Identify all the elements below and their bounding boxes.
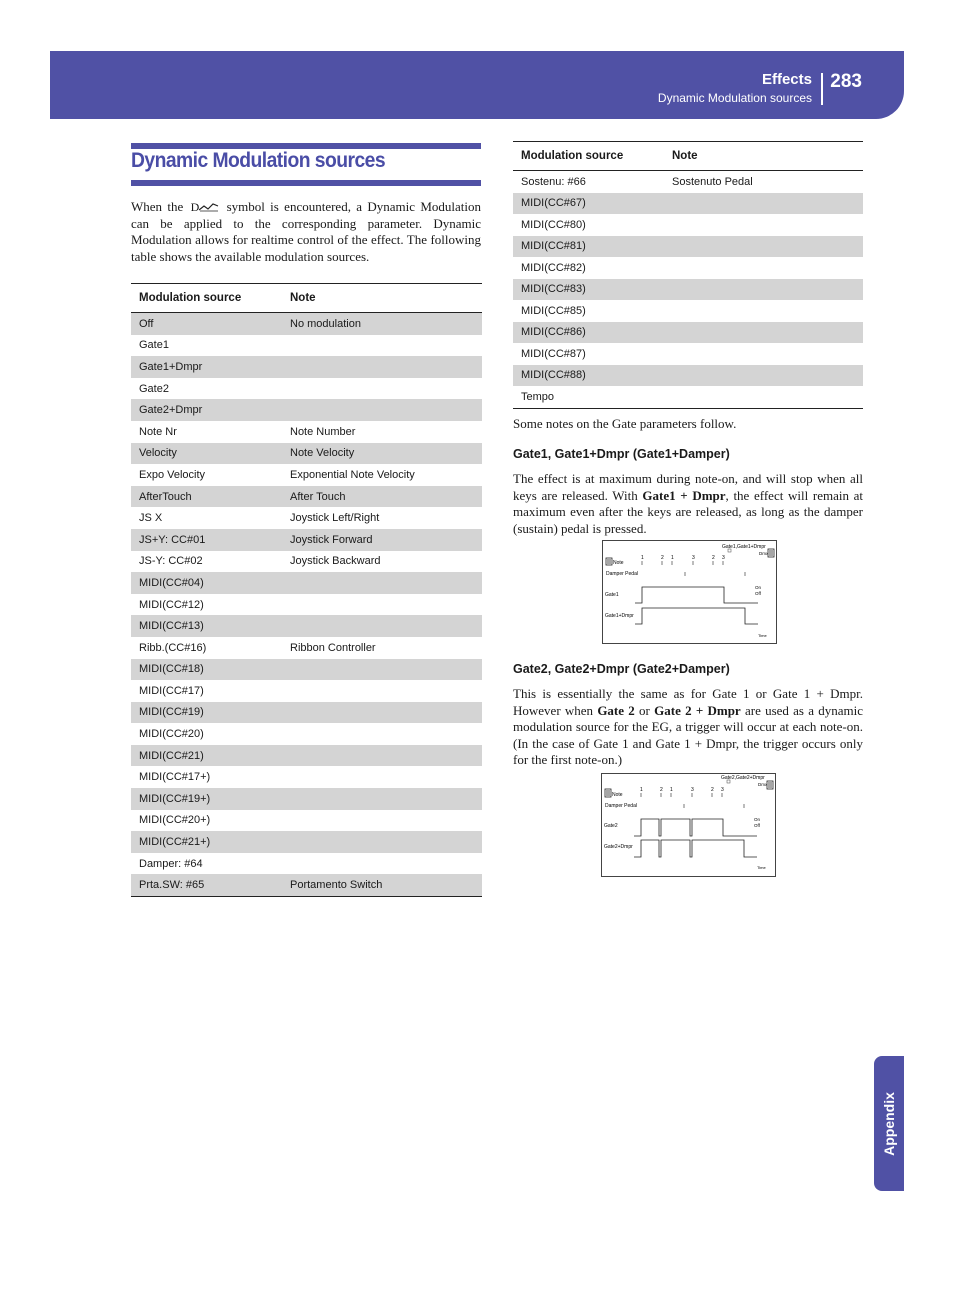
svg-text:1: 1 xyxy=(671,555,674,561)
note-cell xyxy=(664,214,863,236)
note-cell xyxy=(282,378,482,400)
table-row xyxy=(131,831,482,853)
table-row xyxy=(513,214,863,236)
source-cell: Note Nr xyxy=(139,425,177,438)
svg-text:2: 2 xyxy=(712,555,715,561)
source-cell: MIDI(CC#86) xyxy=(513,322,664,344)
note-cell xyxy=(664,279,863,301)
table-row xyxy=(131,507,482,529)
dmx-label: Dmx xyxy=(758,782,768,787)
table-row xyxy=(131,615,482,637)
source-cell: Ribb.(CC#16) xyxy=(139,641,207,654)
gate2-row-label: Gate2 xyxy=(604,823,618,829)
note-cell: Note Velocity xyxy=(282,443,482,465)
table-row xyxy=(131,529,482,551)
svg-text:3: 3 xyxy=(721,787,724,793)
source-cell: MIDI(CC#80) xyxy=(521,218,586,231)
table-row xyxy=(131,874,482,896)
note-cell xyxy=(282,680,482,702)
source-cell: Tempo xyxy=(513,386,664,408)
note-cell xyxy=(282,335,482,357)
svg-text:1: 1 xyxy=(670,787,673,793)
table-row xyxy=(131,313,482,335)
svg-text:On: On xyxy=(754,817,761,822)
gate2-dmpr-row-label: Gate2+Dmpr xyxy=(604,844,633,850)
dynamic-modulation-icon: D xyxy=(191,199,220,216)
note-cell xyxy=(282,853,482,875)
note-cell: No modulation xyxy=(282,313,482,335)
table-row xyxy=(131,853,482,875)
note-cell: Portamento Switch xyxy=(282,874,482,896)
intro-paragraph: When the D symbol is encountered, a Dynamic Modulation can be applied to the corresponding parameter. Dynamic Modulation allows for realtime control of the effect. The following table shows the available modulation sources. xyxy=(131,199,482,264)
source-cell: MIDI(CC#83) xyxy=(513,279,664,301)
source-cell: MIDI(CC#19+) xyxy=(131,788,282,810)
source-cell: MIDI(CC#12) xyxy=(139,598,204,611)
source-cell: MIDI(CC#18) xyxy=(131,659,282,681)
section-rule-bottom xyxy=(131,180,481,186)
note-cell xyxy=(282,810,482,832)
note-cell xyxy=(282,745,482,767)
table-row xyxy=(131,788,482,810)
table-row xyxy=(513,365,863,387)
note-cell xyxy=(664,322,863,344)
dmx-label: Dmx xyxy=(759,551,769,556)
source-cell: AfterTouch xyxy=(131,486,282,508)
note-cell xyxy=(282,659,482,681)
source-cell: MIDI(CC#04) xyxy=(131,572,282,594)
note-cell xyxy=(282,831,482,853)
modulation-sources-table-continued xyxy=(513,141,863,409)
note-label: Note xyxy=(613,560,624,566)
note-label: Note xyxy=(612,792,623,798)
svg-text:1: 1 xyxy=(640,787,643,793)
source-cell: Gate1+Dmpr xyxy=(131,356,282,378)
note-cell xyxy=(282,594,482,616)
source-cell: MIDI(CC#20+) xyxy=(139,814,211,827)
column-header-source: Modulation source xyxy=(513,142,664,171)
source-cell: MIDI(CC#20) xyxy=(139,728,204,741)
table-row xyxy=(131,443,482,465)
note-cell xyxy=(282,723,482,745)
svg-text:Off: Off xyxy=(755,591,761,596)
gate2-paragraph: This is essentially the same as for Gate 1 or Gate 1 + Dmpr. However when Gate 2 or Gate 2 + Dmpr are used as a dynamic modulation source for the EG, a trigger will occur at each note-on. (In the case of Gate 1 and Gate 1 + Dmpr, the trigger occurs only for the first note-on.) xyxy=(513,686,864,767)
svg-text:3: 3 xyxy=(722,555,725,561)
note-cell xyxy=(664,386,863,408)
svg-text:On: On xyxy=(755,585,762,590)
note-cell xyxy=(282,615,482,637)
svg-text:2: 2 xyxy=(711,787,714,793)
svg-text:Time: Time xyxy=(757,865,766,870)
appendix-tab-label: Appendix xyxy=(881,1091,897,1156)
note-cell: Joystick Backward xyxy=(290,555,381,568)
note-cell xyxy=(282,572,482,594)
section-title: Dynamic Modulation sources xyxy=(131,149,386,172)
diagram-title: Gate1,Gate1+Dmpr xyxy=(722,544,766,550)
table-row xyxy=(131,723,482,745)
source-cell: MIDI(CC#82) xyxy=(521,261,586,274)
gate2-timing-diagram xyxy=(601,773,776,877)
note-cell: Joystick Left/Right xyxy=(290,512,380,525)
table-row xyxy=(131,659,482,681)
gate2-heading: Gate2, Gate2+Dmpr (Gate2+Damper) xyxy=(513,662,730,676)
header-divider xyxy=(821,73,823,105)
column-header-note: Note xyxy=(664,142,863,171)
gate1-paragraph: The effect is at maximum during note-on, and will stop when all keys are released. With Gate1 + Dmpr, the effect will remain at maximum even after the keys are released, as long as the damper (sustain) pedal is pressed. xyxy=(513,471,863,536)
chapter-title: Effects xyxy=(761,71,812,88)
note-cell: Joystick Forward xyxy=(282,529,482,551)
table-row xyxy=(131,551,482,573)
source-cell: JS-Y: CC#02 xyxy=(139,555,203,568)
gate1-dmpr-row-label: Gate1+Dmpr xyxy=(605,613,634,619)
notes-intro: Some notes on the Gate parameters follow. xyxy=(513,416,737,431)
svg-text:Time: Time xyxy=(758,633,767,638)
note-cell xyxy=(664,365,863,387)
source-cell: MIDI(CC#85) xyxy=(521,304,586,317)
table-row xyxy=(131,766,482,788)
table-row xyxy=(513,171,863,193)
note-cell: Sostenuto Pedal xyxy=(672,175,753,188)
note-cell xyxy=(282,766,482,788)
source-cell: Gate1 xyxy=(139,339,169,352)
table-row xyxy=(131,356,482,378)
note-cell: Note Number xyxy=(290,425,356,438)
note-cell xyxy=(282,788,482,810)
svg-text:3: 3 xyxy=(691,787,694,793)
source-cell: Sostenu: #66 xyxy=(521,175,586,188)
source-cell: Gate2 xyxy=(139,382,169,395)
table-row xyxy=(131,335,482,357)
table-row xyxy=(131,464,482,486)
table-row xyxy=(513,322,863,344)
note-cell xyxy=(664,193,863,215)
table-row xyxy=(513,300,863,322)
table-row xyxy=(131,680,482,702)
diagram-title: Gate2,Gate2+Dmpr xyxy=(721,775,765,781)
svg-text:2: 2 xyxy=(661,555,664,561)
page-number: 283 xyxy=(830,71,862,92)
source-cell: MIDI(CC#17) xyxy=(139,684,204,697)
appendix-tab[interactable] xyxy=(874,1056,904,1191)
source-cell: MIDI(CC#21+) xyxy=(131,831,282,853)
source-cell: MIDI(CC#81) xyxy=(513,236,664,258)
source-cell: Damper: #64 xyxy=(139,857,203,870)
note-cell xyxy=(664,236,863,258)
source-cell: MIDI(CC#67) xyxy=(513,193,664,215)
source-cell: MIDI(CC#17+) xyxy=(139,771,211,784)
section-subtitle: Dynamic Modulation sources xyxy=(657,91,812,105)
column-header-note: Note xyxy=(282,284,482,313)
table-row xyxy=(131,421,482,443)
note-cell xyxy=(664,343,863,365)
note-cell xyxy=(282,702,482,724)
source-cell: MIDI(CC#87) xyxy=(521,347,586,360)
source-cell: JS X xyxy=(139,512,163,525)
table-row xyxy=(513,386,863,408)
source-cell: MIDI(CC#19) xyxy=(131,702,282,724)
svg-text:1: 1 xyxy=(641,555,644,561)
note-cell: Ribbon Controller xyxy=(290,641,376,654)
source-cell: MIDI(CC#21) xyxy=(131,745,282,767)
table-row xyxy=(131,702,482,724)
table-row xyxy=(131,745,482,767)
table-row xyxy=(513,343,863,365)
note-cell xyxy=(664,257,863,279)
note-cell: After Touch xyxy=(282,486,482,508)
note-cell xyxy=(282,356,482,378)
table-row xyxy=(131,399,482,421)
damper-label: Damper Pedal xyxy=(606,571,638,577)
gate1-timing-diagram xyxy=(602,540,777,644)
table-row xyxy=(131,594,482,616)
damper-label: Damper Pedal xyxy=(605,803,637,809)
page-header xyxy=(50,51,904,119)
table-row xyxy=(131,637,482,659)
table-row xyxy=(131,378,482,400)
table-row xyxy=(131,486,482,508)
table-row xyxy=(513,193,863,215)
table-row xyxy=(131,810,482,832)
gate1-heading: Gate1, Gate1+Dmpr (Gate1+Damper) xyxy=(513,447,730,461)
table-row xyxy=(131,572,482,594)
source-cell: Expo Velocity xyxy=(139,468,206,481)
table-row xyxy=(513,236,863,258)
source-cell: Prta.SW: #65 xyxy=(131,874,282,896)
svg-text:3: 3 xyxy=(692,555,695,561)
table-row xyxy=(513,279,863,301)
note-cell xyxy=(664,300,863,322)
note-cell: Exponential Note Velocity xyxy=(290,468,415,481)
column-header-source: Modulation source xyxy=(131,284,282,313)
source-cell: Velocity xyxy=(131,443,282,465)
source-cell: MIDI(CC#88) xyxy=(513,365,664,387)
source-cell: Off xyxy=(131,313,282,335)
svg-text:2: 2 xyxy=(660,787,663,793)
source-cell: JS+Y: CC#01 xyxy=(131,529,282,551)
note-cell xyxy=(282,399,482,421)
source-cell: MIDI(CC#13) xyxy=(131,615,282,637)
table-row xyxy=(513,257,863,279)
modulation-sources-table xyxy=(131,283,482,897)
svg-text:Off: Off xyxy=(754,823,760,828)
gate1-row-label: Gate1 xyxy=(605,592,619,598)
source-cell: Gate2+Dmpr xyxy=(131,399,282,421)
